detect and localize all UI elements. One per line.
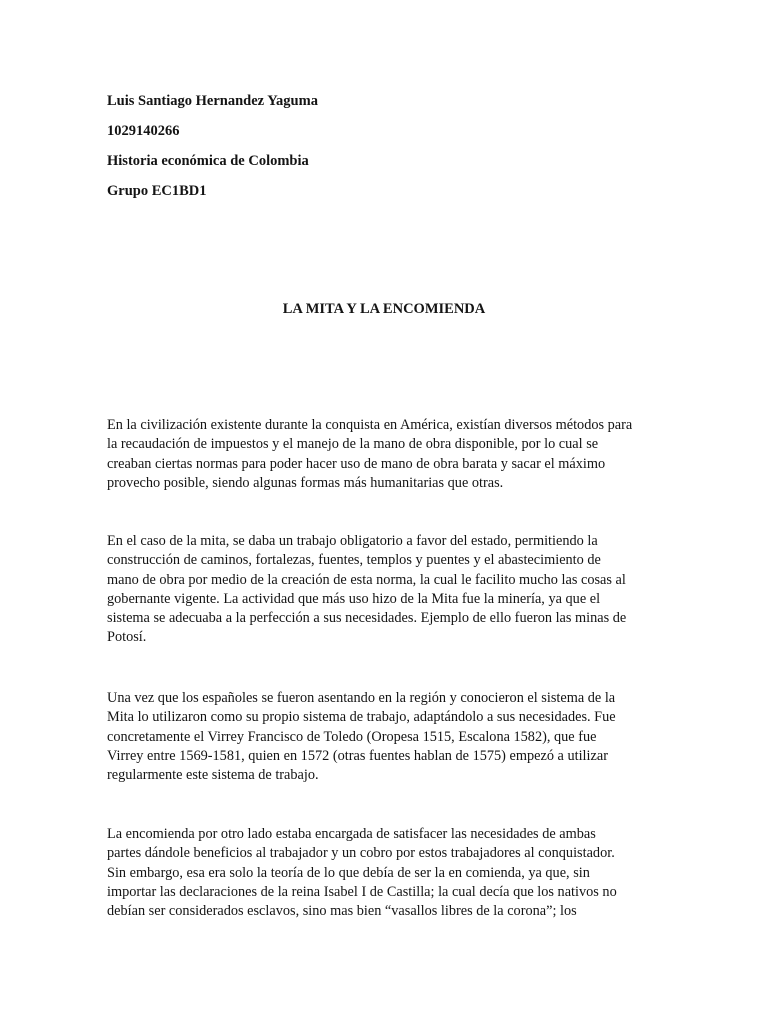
paragraph-2 [107,532,667,648]
paragraph-line: creaban ciertas normas para poder hacer uso de mano de obra barata y sacar el máximo [107,455,606,472]
paragraph-4 [107,825,667,921]
paragraph-line: Potosí. [107,629,147,646]
paragraph-line: regularmente este sistema de trabajo. [107,767,319,784]
student-id: 1029140266 [107,123,180,139]
paragraph-line: En el caso de la mita, se daba un trabajo obligatorio a favor del estado, permitiendo la [107,533,598,549]
paragraph-3 [107,689,667,785]
document-title: LA MITA Y LA ENCOMIENDA [282,301,486,317]
author-name: Luis Santiago Hernandez Yaguma [107,93,318,109]
paragraph-line: sistema se adecuaba a la perfección a sus necesidades. Ejemplo de ello fueron las minas de [107,610,627,627]
paragraph-line: debían ser considerados esclavos, sino mas bien “vasallos libres de la corona”; los [107,903,577,920]
paragraph-line: La encomienda por otro lado estaba encargada de satisfacer las necesidades de ambas [107,826,596,842]
paragraph-line: En la civilización existente durante la conquista en América, existían diversos métodos para [107,417,633,433]
paragraph-line: partes dándole beneficios al trabajador y un cobro por estos trabajadores al conquistador. [107,845,615,862]
paragraph-line: Una vez que los españoles se fueron asentando en la región y conocieron el sistema de la [107,690,616,706]
paragraph-line: provecho posible, siendo algunas formas más humanitarias que otras. [107,474,504,491]
paragraph-line: mano de obra por medio de la creación de esta norma, la cual le facilito mucho las cosas al [107,571,626,588]
paragraph-line: concretamente el Virrey Francisco de Toledo (Oropesa 1515, Escalona 1582), que fue [107,728,597,745]
paragraph-line: Sin embargo, esa era solo la teoría de lo que debía de ser la en comienda, ya que, sin [107,864,590,881]
paragraph-line: construcción de caminos, fortalezas, fuentes, templos y puentes y el abastecimiento de [107,552,601,569]
group-code: Grupo EC1BD1 [107,183,207,199]
paragraph-line: Mita lo utilizaron como su propio sistema de trabajo, adaptándolo a sus necesidades. Fue [107,709,616,726]
course-name: Historia económica de Colombia [107,153,309,169]
paragraph-line: la recaudación de impuestos y el manejo de la mano de obra disponible, por lo cual se [107,436,599,453]
paragraph-line: gobernante vigente. La actividad que más uso hizo de la Mita fue la minería, ya que el [107,590,601,607]
paragraph-1 [107,416,667,493]
paragraph-line: importar las declaraciones de la reina Isabel I de Castilla; la cual decía que los nativos no [107,883,617,900]
paragraph-line: Virrey entre 1569-1581, quien en 1572 (otras fuentes hablan de 1575) empezó a utilizar [107,747,608,764]
